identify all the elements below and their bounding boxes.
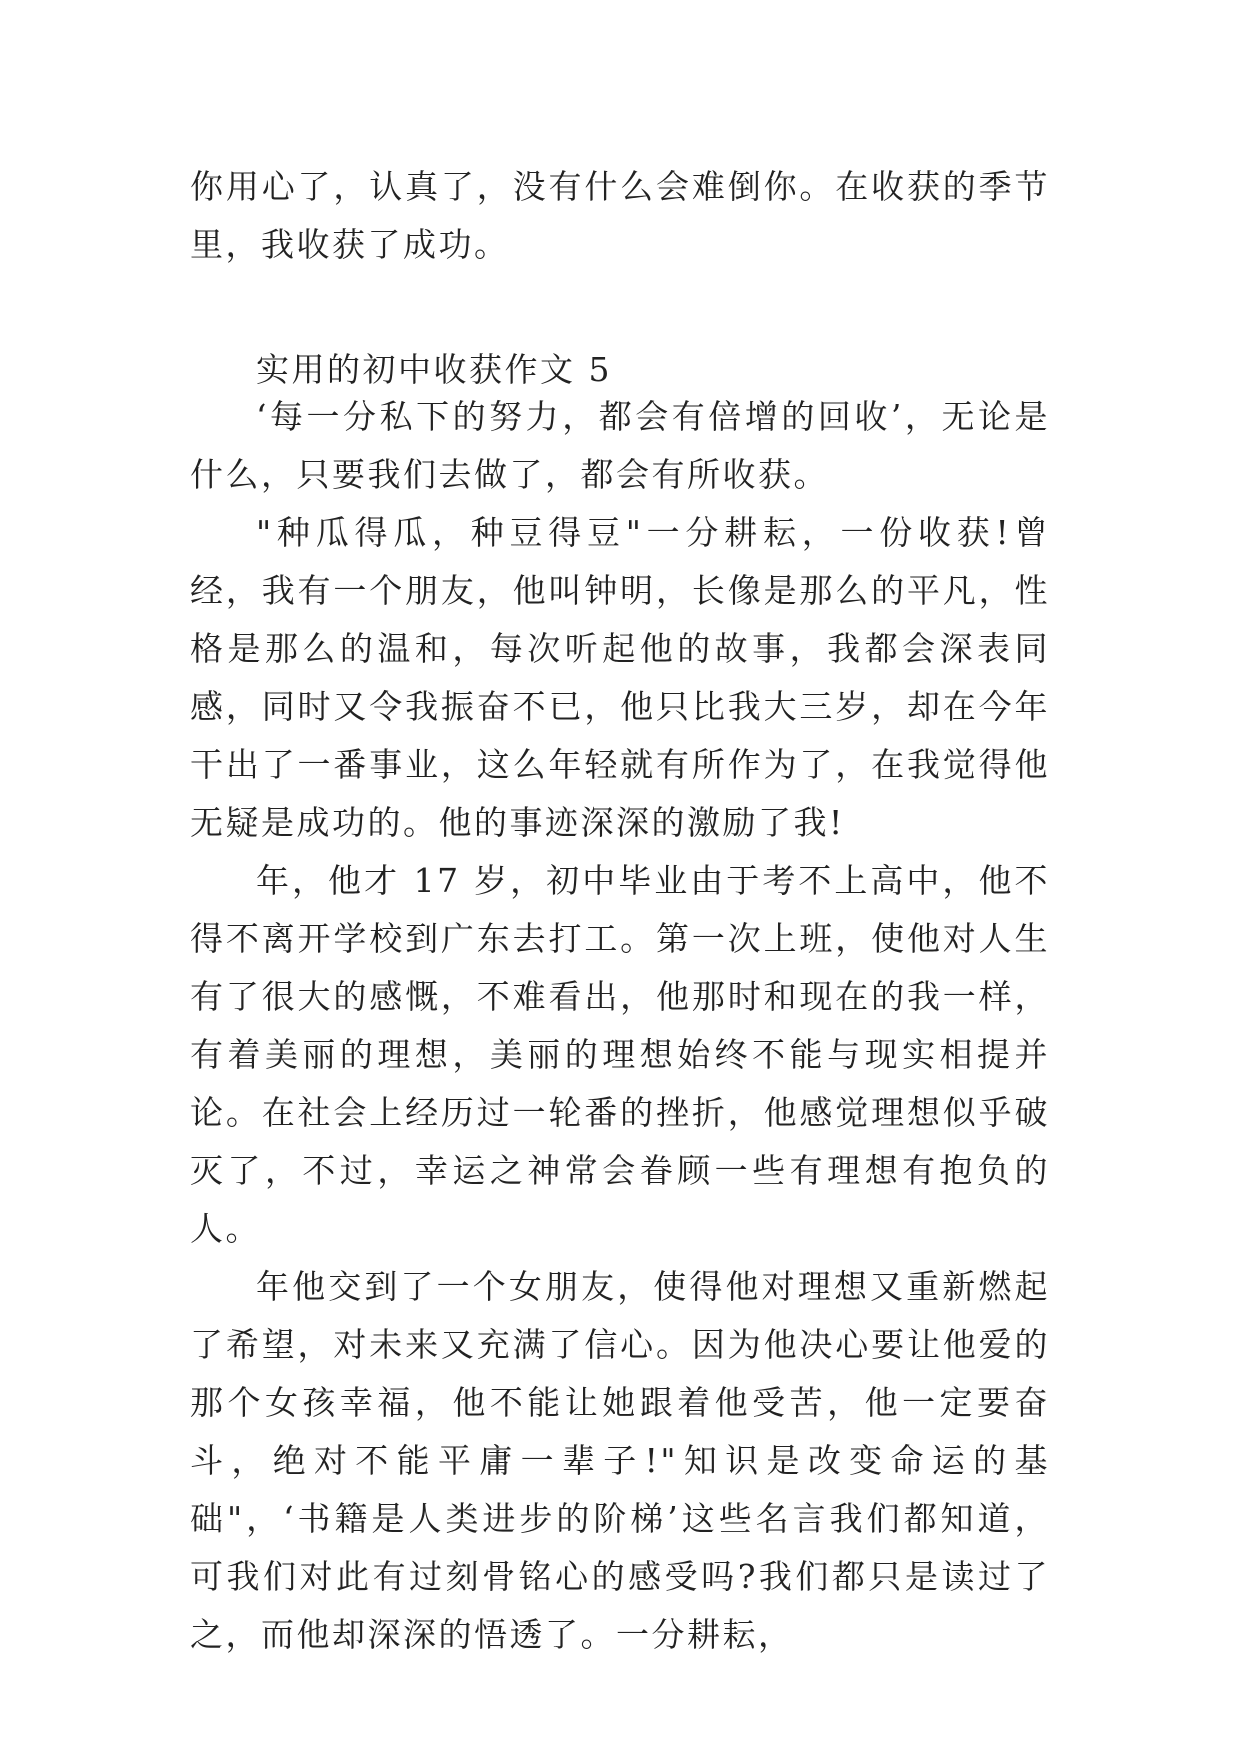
body-paragraph: "种瓜得瓜，种豆得豆"一分耕耘，一份收获!曾经，我有一个朋友，他叫钟明，长像是那么的平凡，性格是那么的温和，每次听起他的故事，我都会深表同感，同时又令我振奋不已，他只比我大三岁，却在今年干出了一番事业，这么年轻就有所作为了，在我觉得他无疑是成功的。他的事迹深深的激励了我! xyxy=(190,513,1050,842)
intro-block xyxy=(190,158,1050,274)
intro-paragraph: 你用心了，认真了，没有什么会难倒你。在收获的季节里，我收获了成功。 xyxy=(190,167,1050,264)
body-paragraph: 年他交到了一个女朋友，使得他对理想又重新燃起了希望，对未来又充满了信心。因为他决心要让他爱的那个女孩幸福，他不能让她跟着他受苦，他一定要奋斗，绝对不能平庸一辈子!"知识是改变命运的基础"，‘书籍是人类进步的阶梯’这些名言我们都知道，可我们对此有过刻骨铭心的感受吗?我们都只是读过了之，而他却深深的悟透了。一分耕耘， xyxy=(190,1267,1050,1654)
body-block xyxy=(190,388,1050,1664)
body-paragraph: ‘每一分私下的努力，都会有倍增的回收’，无论是什么，只要我们去做了，都会有所收获。 xyxy=(190,397,1050,494)
section-heading: 实用的初中收获作文 5 xyxy=(256,350,612,389)
body-paragraph: 年，他才 17 岁，初中毕业由于考不上高中，他不得不离开学校到广东去打工。第一次上班，使他对人生有了很大的感慨，不难看出，他那时和现在的我一样，有着美丽的理想，美丽的理想始终不能与现实相提并论。在社会上经历过一轮番的挫折，他感觉理想似乎破灭了，不过，幸运之神常会眷顾一些有理想有抱负的人。 xyxy=(190,861,1050,1248)
